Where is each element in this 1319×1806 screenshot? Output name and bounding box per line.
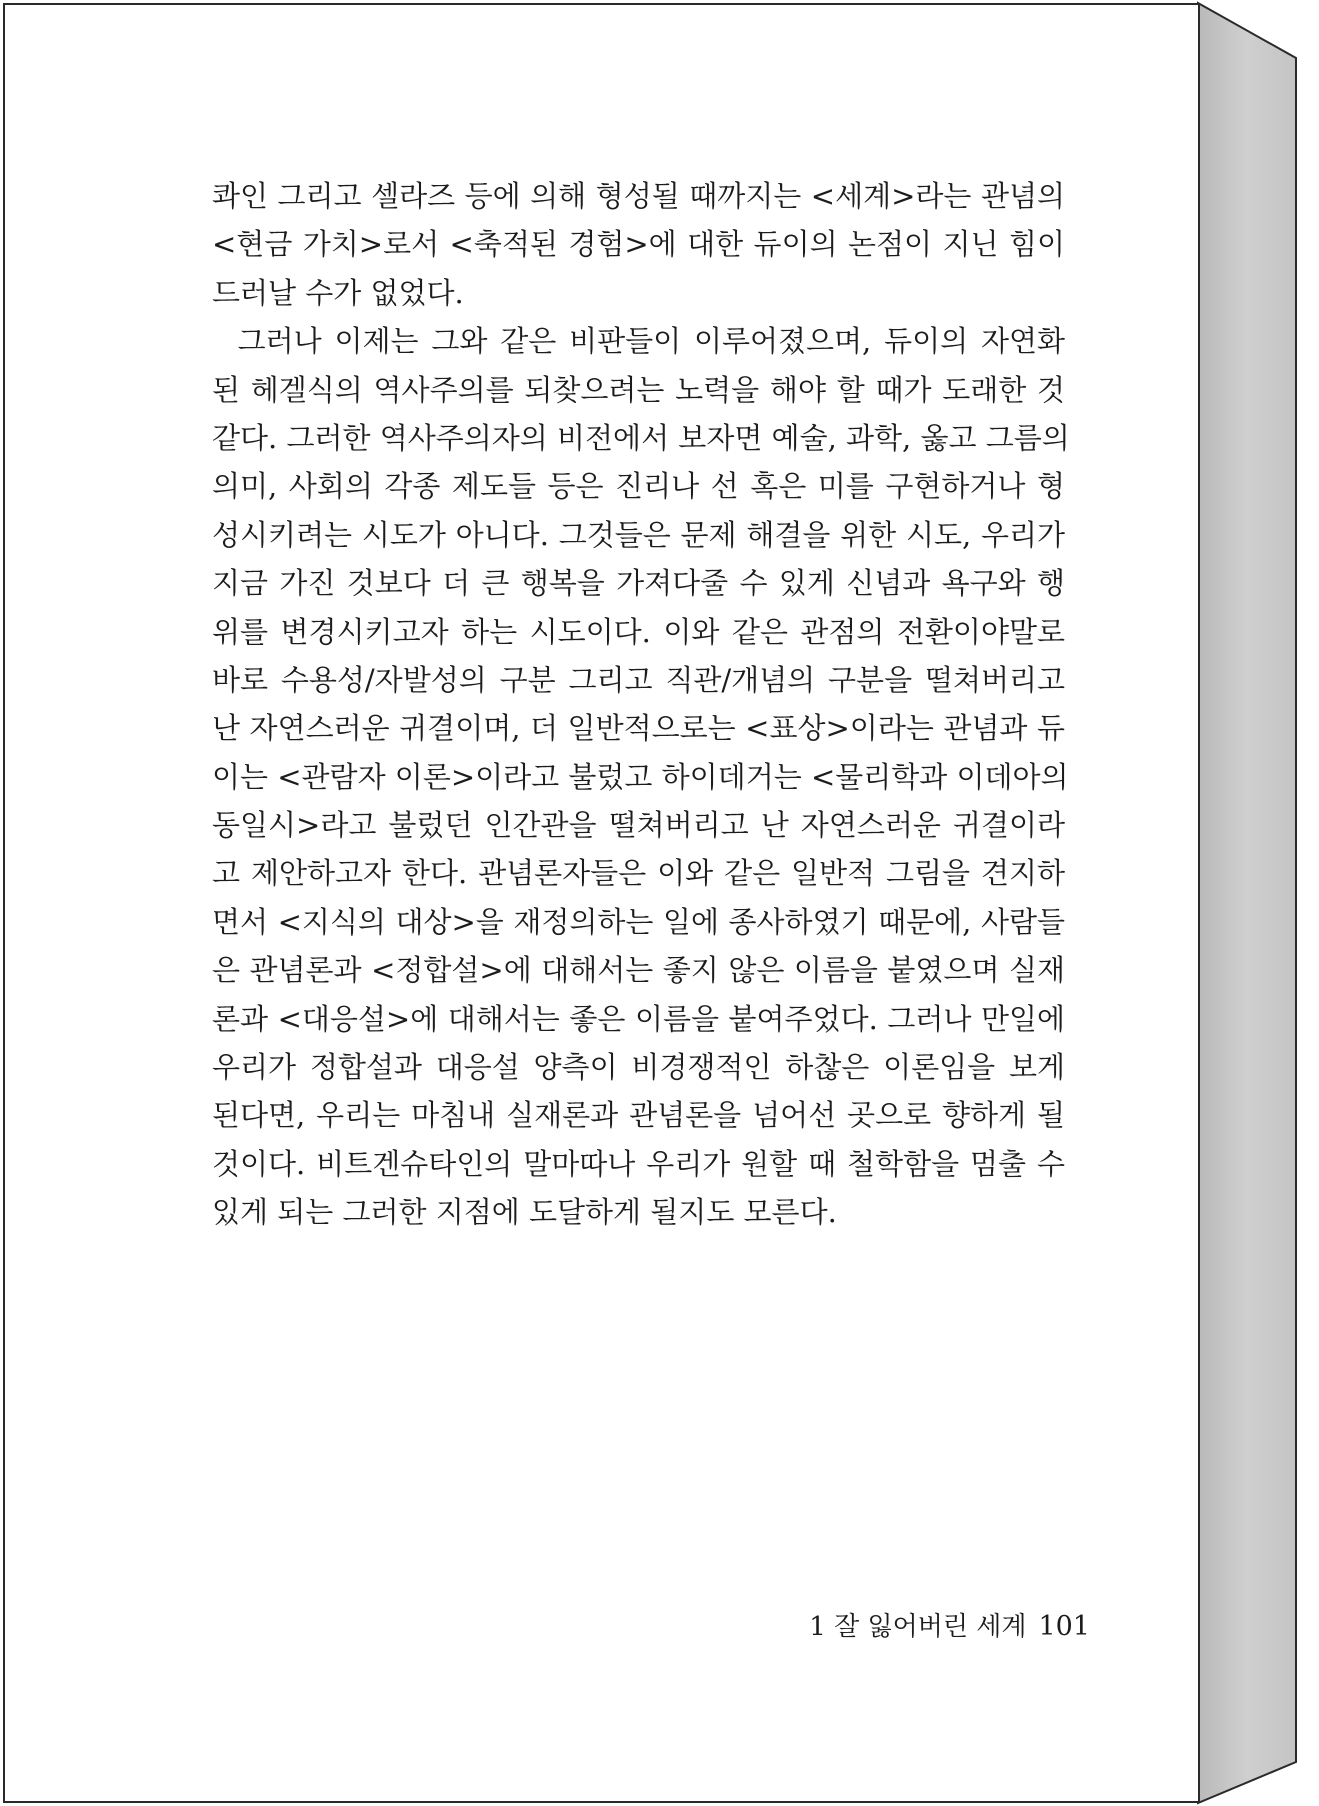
text-line: 의미, 사회의 각종 제도들 등은 진리나 선 혹은 미를 구현하거나 형 [212,469,1065,504]
text-line: 같다. 그러한 역사주의자의 비전에서 보자면 예술, 과학, 옳고 그름의 [212,420,1070,455]
text-line: <현금 가치>로서 <축적된 경험>에 대한 듀이의 논점이 지닌 힘이 [212,227,1065,262]
text-line: 고 제안하고자 한다. 관념론자들은 이와 같은 일반적 그림을 견지하 [212,856,1065,891]
text-line: 지금 가진 것보다 더 큰 행복을 가져다줄 수 있게 신념과 욕구와 행 [212,566,1065,601]
text-line: 된다면, 우리는 마침내 실재론과 관념론을 넘어선 곳으로 향하게 될 [212,1098,1065,1133]
text-line: 론과 <대응설>에 대해서는 좋은 이름을 붙여주었다. 그러나 만일에 [212,1001,1065,1036]
text-line: 난 자연스러운 귀결이며, 더 일반적으로는 <표상>이라는 관념과 듀 [212,711,1065,746]
text-line: 콰인 그리고 셀라즈 등에 의해 형성될 때까지는 <세계>라는 관념의 [212,179,1065,213]
text-line: 동일시>라고 불렀던 인간관을 떨쳐버리고 난 자연스러운 귀결이라 [212,808,1065,843]
chapter-title: 1 잘 잃어버린 세계 [809,1612,1027,1642]
text-line: 위를 변경시키고자 하는 시도이다. 이와 같은 관점의 전환이야말로 [212,614,1065,649]
text-line: 면서 <지식의 대상>을 재정의하는 일에 종사하였기 때문에, 사람들 [212,904,1065,939]
body-text [212,172,1070,1237]
text-line: 그러나 이제는 그와 같은 비판들이 이루어졌으며, 듀이의 자연화 [212,324,1065,359]
text-line: 드러날 수가 없었다. [212,275,464,310]
text-line: 바로 수용성/자발성의 구분 그리고 직관/개념의 구분을 떨쳐버리고 [212,662,1065,697]
page-number: 101 [1038,1611,1090,1642]
text-line: 된 헤겔식의 역사주의를 되찾으려는 노력을 해야 할 때가 도래한 것 [212,372,1065,407]
running-footer [760,1606,1090,1643]
text-line: 우리가 정합설과 대응설 양측이 비경쟁적인 하찮은 이론임을 보게 [212,1050,1065,1085]
text-line: 이는 <관람자 이론>이라고 불렀고 하이데거는 <물리학과 이데아의 [212,759,1069,794]
text-line: 성시키려는 시도가 아니다. 그것들은 문제 해결을 위한 시도, 우리가 [212,517,1065,552]
text-line: 있게 되는 그러한 지점에 도달하게 될지도 모른다. [212,1195,837,1230]
text-line: 것이다. 비트겐슈타인의 말마따나 우리가 원할 때 철학함을 멈출 수 [212,1146,1065,1181]
text-line: 은 관념론과 <정합설>에 대해서는 좋지 않은 이름을 붙였으며 실재 [212,953,1065,988]
